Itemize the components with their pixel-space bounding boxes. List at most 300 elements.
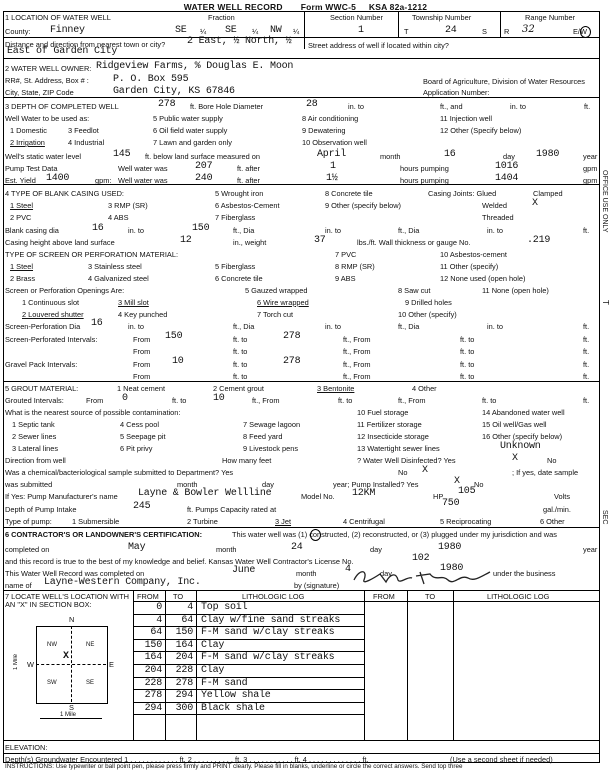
divider [500, 11, 501, 38]
grouted-label: Grouted Intervals: [5, 396, 64, 405]
office-mark-2: SEC [601, 510, 608, 525]
in-to-label: in. to [487, 226, 504, 235]
log-desc: Clay w/fine sand streaks [201, 614, 341, 626]
casing-height-label: Casing height above land surface [5, 238, 115, 247]
ft-label: ft. [583, 335, 590, 344]
bore-label: ft. Bore Hole Diameter [190, 102, 264, 111]
mile-scale [40, 718, 102, 719]
year-label: year [583, 545, 598, 554]
year-label: year [583, 152, 598, 161]
from-label: From [86, 396, 104, 405]
day-label: day [503, 152, 515, 161]
from-label: From [133, 372, 151, 381]
completed-month: May [128, 542, 146, 553]
township-value: 24 [445, 25, 457, 36]
screen-intervals-label: Screen-Perforated Intervals: [5, 335, 98, 344]
wall-value: .219 [527, 235, 551, 246]
capacity-label: ft. Pumps Capacity rated at [187, 505, 277, 514]
compass-e: E [109, 660, 114, 669]
county-value: Finney [50, 25, 85, 36]
city-value: Garden City, KS 67846 [113, 86, 235, 97]
form-number: Form WWC-5 [300, 2, 357, 12]
grout-2: 2 Cement grout [213, 384, 264, 393]
model-label: Model No. [301, 492, 335, 501]
completed-day: 24 [291, 542, 303, 553]
month-label: month [296, 569, 317, 578]
casing-8: 8 Concrete tile [325, 189, 373, 198]
township-s: S [482, 27, 487, 36]
ft-to-label: ft. to [172, 396, 187, 405]
pump-type-6: 6 Other [540, 517, 565, 526]
range-label: Range Number [525, 13, 576, 22]
log-to: 294 [175, 690, 193, 702]
after-label: ft. after [237, 164, 261, 173]
rule [3, 97, 600, 98]
ft-dia-label: ft., Dia [398, 322, 420, 331]
log-to: 4 [187, 602, 193, 613]
ft-to-label: ft. to [233, 372, 248, 381]
model-value: 12KM [352, 488, 376, 499]
sample-label: Was a chemical/bacteriological sample submitted to Department? Yes [5, 468, 234, 477]
sec4-label: 4 TYPE OF BLANK CASING USED: [5, 189, 124, 198]
contam-1: 1 Septic tank [12, 420, 55, 429]
distance-value: 2 East, ½ North, ½ [187, 36, 292, 47]
log-from: 164 [144, 652, 162, 664]
galmin-label: gal./min. [543, 505, 571, 514]
log-desc: Top soil [201, 602, 248, 613]
ft-from-label: ft., From [343, 372, 371, 381]
section-label: Section Number [330, 13, 383, 22]
quad-sw: SW [47, 680, 57, 686]
grout-3-selected: 3 Bentonite [317, 384, 355, 393]
license-value: 102 [412, 553, 430, 564]
grout-1: 1 Neat cement [117, 384, 166, 393]
casing-height-value: 12 [180, 235, 192, 246]
rule [3, 184, 600, 185]
signature-label: by (signature) [294, 581, 340, 590]
well-location-mark: X [63, 651, 69, 662]
log-desc: Black shale [201, 702, 265, 714]
opening-3-selected: 3 Mill slot [118, 298, 149, 307]
quad-nw: NW [47, 642, 57, 648]
blank-dia-label: Blank casing dia [5, 226, 59, 235]
ww-label: Well water was [118, 164, 168, 173]
opening-6-selected: 6 Wire wrapped [257, 298, 309, 307]
use-11: 11 Injection well [440, 114, 493, 123]
joints-glued: Casing Joints: Glued [428, 189, 497, 198]
sec7-label [5, 593, 130, 609]
yield-value: 1400 [46, 173, 70, 184]
rule [3, 58, 600, 59]
use-5: 5 Public water supply [153, 114, 223, 123]
range-r: R [504, 27, 510, 36]
log-header-to: TO [173, 592, 184, 601]
use-2-selected: 2 Irrigation [10, 138, 45, 147]
log-from: 228 [144, 677, 162, 689]
ft-dia-label: ft., Dia [398, 226, 420, 235]
screen-to-value: 278 [283, 331, 301, 342]
cert-text-2: and this record is true to the best of my knowledge and belief. Kansas Water Well Contractor's License No. [5, 557, 354, 566]
pump-installed-mark: X [454, 476, 460, 487]
sec2-label: 2 WATER WELL OWNER: [5, 64, 92, 73]
log-from: 150 [144, 639, 162, 651]
log-rule [133, 714, 365, 715]
how-many-feet: How many feet [222, 456, 272, 465]
instructions-1: INSTRUCTIONS: Use typewriter or ball point pen, please press firmly and PRINT clearly. Please fill in blanks, underline or circle the correct answers. Send top three [5, 763, 463, 770]
signature-image [350, 566, 500, 588]
ft-to-label: ft. to [460, 360, 475, 369]
grouted-to: 10 [213, 393, 225, 404]
pump-type-1: 1 Submersible [72, 517, 120, 526]
use-10: 10 Observation well [302, 138, 367, 147]
contam-7: 7 Sewage lagoon [243, 420, 301, 429]
section-value: 1 [358, 25, 364, 36]
use-7: 7 Lawn and garden only [153, 138, 232, 147]
ww-value-2: 240 [195, 173, 213, 184]
use-3: 3 Feedlot [68, 126, 99, 135]
casing-2: 2 PVC [10, 213, 32, 222]
after-label-2: ft. after [237, 176, 261, 185]
day-label: day [380, 569, 392, 578]
month-label: month [177, 480, 198, 489]
contam-13: 13 Watertight sewer lines [357, 444, 440, 453]
log-to: 204 [175, 652, 193, 664]
log-header-from-2: FROM [373, 592, 395, 601]
in-to-label: in. to [510, 102, 527, 111]
opening-2-selected: 2 Louvered shutter [22, 310, 84, 319]
contam-5: 5 Seepage pit [120, 432, 166, 441]
mile-label-vertical: 1 Mile [13, 654, 19, 671]
in-to-label: in. to [128, 226, 145, 235]
submitted-label: was submitted [5, 480, 53, 489]
section-box-hline [36, 664, 106, 665]
gravel-to-value: 278 [283, 356, 301, 367]
contam-16: 16 Other (specify below) [482, 432, 563, 441]
use-4: 4 Industrial [68, 138, 105, 147]
manufacturer-value: Layne & Bowler Wellline [138, 488, 272, 499]
day-label: day [370, 545, 382, 554]
screen-11: 11 Other (specify) [440, 262, 499, 271]
blank-dia-ft: 150 [192, 223, 210, 234]
weight-label: in., weight [233, 238, 267, 247]
contam-4: 4 Cess pool [120, 420, 160, 429]
screen-2: 2 Brass [10, 274, 36, 283]
openings-label: Screen or Perforation Openings Are: [5, 286, 125, 295]
ft-from-label: ft., From [398, 396, 426, 405]
screen-dia-value: 16 [91, 318, 103, 329]
month-label: month [216, 545, 237, 554]
cert-text-3: This Water Well Record was completed on [5, 569, 145, 578]
ft-to-label: ft. to [460, 347, 475, 356]
ft-from-label: ft., From [343, 360, 371, 369]
sample-rest: ; If yes, date sample [512, 468, 579, 477]
fraction-2: SE [225, 25, 237, 36]
gravel-from-value: 10 [172, 356, 184, 367]
opening-9: 9 Drilled holes [405, 298, 452, 307]
intake-label: Depth of Pump Intake [5, 505, 77, 514]
divider [407, 590, 408, 740]
weight-value: 37 [314, 235, 326, 246]
log-header-lithology: LITHOLOGIC LOG [242, 592, 305, 601]
gpm-label: gpm [583, 164, 598, 173]
contam-6: 6 Pit privy [120, 444, 153, 453]
rule [3, 590, 600, 591]
sec3-label: 3 DEPTH OF COMPLETED WELL [5, 102, 119, 111]
rule [3, 381, 600, 382]
county-label: County: [5, 27, 31, 36]
compass-s: S [69, 703, 74, 712]
casing-6: 6 Asbestos-Cement [215, 201, 280, 210]
hp-label: HP [433, 492, 444, 501]
fraction-label: Fraction [208, 13, 235, 22]
yield-gpm: gpm: [95, 176, 112, 185]
sample-mark: X [422, 465, 428, 476]
log-desc: F-M sand w/clay streaks [201, 652, 335, 664]
log-header-from: FROM [137, 592, 159, 601]
city-label: City, State, ZIP Code [5, 88, 74, 97]
screen-4: 4 Galvanized steel [88, 274, 149, 283]
opening-1: 1 Continuous slot [22, 298, 80, 307]
from-label: From [133, 347, 151, 356]
log-desc: Clay [201, 665, 225, 676]
contam-2: 2 Sewer lines [12, 432, 57, 441]
log-to: 300 [175, 702, 193, 714]
disinfected-label: ? Water Well Disinfected? Yes [357, 456, 456, 465]
log-from: 294 [144, 702, 162, 714]
ft-label: ft. [583, 347, 590, 356]
second-sheet-note: (Use a second sheet if needed) [450, 755, 553, 764]
pump-type-4: 4 Centrifugal [343, 517, 385, 526]
joints-threaded: Threaded [482, 213, 514, 222]
contam-unknown: Unknown [500, 441, 541, 452]
ft-to-label: ft. to [460, 335, 475, 344]
sec7-label-text: 7 LOCATE WELL'S LOCATION WITH AN "X" IN SECTION BOX: [5, 592, 129, 609]
business-value: Layne-Western Company, Inc. [44, 577, 201, 588]
distance-value-2: East of Garden City [7, 46, 118, 57]
form-title: WATER WELL RECORD [183, 2, 283, 12]
ft-label: ft. [584, 102, 591, 111]
record-month: June [232, 565, 256, 576]
rule [3, 37, 600, 38]
log-from: 278 [144, 690, 162, 702]
quarter-1: ¼ [200, 27, 207, 36]
street-label: Street address of well if located within city? [308, 41, 449, 50]
compass-n: N [69, 615, 75, 624]
record-year: 1980 [440, 563, 464, 574]
opening-8: 8 Saw cut [398, 286, 431, 295]
contam-15: 15 Oil well/Gas well [482, 420, 547, 429]
depth-value: 278 [158, 99, 176, 110]
owner-value: Ridgeview Farms, % Douglas E. Moon [96, 61, 294, 72]
gravel-pack-label: Gravel Pack Intervals: [5, 360, 78, 369]
contam-12: 12 Insecticide storage [357, 432, 429, 441]
log-header-lithology-2: LITHOLOGIC LOG [487, 592, 550, 601]
static-value: 145 [113, 149, 131, 160]
screen-9: 9 ABS [335, 274, 356, 283]
section-box [36, 626, 108, 704]
range-value: 32 [522, 24, 535, 35]
log-to: 228 [175, 665, 193, 676]
hp-value: 105 [458, 486, 476, 497]
ft-to-label: ft. to [233, 347, 248, 356]
sec1-label: 1 LOCATION OF WATER WELL [5, 13, 111, 22]
casing-7: 7 Fiberglass [215, 213, 256, 222]
completed-label: completed on [5, 545, 50, 554]
capacity-value: 750 [442, 498, 460, 509]
pump-installed-label: year; Pump Installed? Yes [333, 480, 419, 489]
log-from: 204 [144, 665, 162, 676]
pump-type-label: Type of pump: [5, 517, 52, 526]
month-label: month [380, 152, 401, 161]
form-statute: KSA 82a-1212 [368, 2, 428, 12]
log-from: 64 [150, 627, 162, 639]
manufacturer-label: If Yes: Pump Manufacturer's name [5, 492, 118, 501]
log-desc: F-M sand w/clay streaks [201, 627, 335, 639]
log-to: 278 [175, 677, 193, 689]
log-from: 4 [156, 614, 162, 626]
log-desc: F-M sand [201, 677, 248, 689]
application-label: Application Number: [423, 88, 490, 97]
compass-w: W [27, 660, 34, 669]
log-desc: Clay [201, 639, 225, 651]
fraction-3: NW [270, 25, 282, 36]
screen-6: 6 Concrete tile [215, 274, 263, 283]
casing-9: 9 Other (specify below) [325, 201, 401, 210]
contam-11: 11 Fertilizer storage [357, 420, 422, 429]
ft-label: ft. [583, 226, 590, 235]
rule [3, 527, 600, 528]
hours-value-2: 1½ [326, 173, 338, 184]
ft-to-label: ft. to [233, 335, 248, 344]
mile-label: 1 Mile [60, 712, 77, 718]
opening-11: 11 None (open hole) [482, 286, 549, 295]
opening-10: 10 Other (specify) [398, 310, 457, 319]
ft-from-label: ft., From [252, 396, 280, 405]
opening-5: 5 Gauzed wrapped [245, 286, 308, 295]
day-label: day [262, 480, 274, 489]
in-to-label: in. to [487, 322, 504, 331]
no-label: No [474, 480, 484, 489]
joints-welded: Welded [482, 201, 507, 210]
ft-to-label: ft. to [482, 396, 497, 405]
gpm-value-1: 1016 [495, 161, 519, 172]
ft-label: ft. [583, 322, 590, 331]
screen-7: 7 PVC [335, 250, 357, 259]
groundwater-depths: Depth(s) Groundwater Encountered 1 . . . . . . . . . . . . ft. 2 . . . . . . . . . . ft. 3 . . . . . . . . . . . ft. 4 . . . . . . . . . . . . . ft. [5, 755, 369, 764]
cert-text-1: This water well was (1) constructed, (2) reconstructed, or (3) plugged under my jurisdiction and was [232, 530, 557, 539]
in-to-label: in. to [325, 322, 342, 331]
log-header-to-2: TO [425, 592, 436, 601]
contam-8: 8 Feed yard [243, 432, 283, 441]
completed-year: 1980 [438, 542, 462, 553]
ft-to-label: ft. to [233, 360, 248, 369]
record-day: 4 [345, 564, 351, 575]
under-label: under the business [493, 569, 556, 578]
grouted-from: 0 [122, 393, 128, 404]
use-1: 1 Domestic [10, 126, 47, 135]
ft-to-label: ft. to [460, 372, 475, 381]
ft-label: ft. [583, 372, 590, 381]
screen-from-value: 150 [165, 331, 183, 342]
contamination-label: What is the nearest source of possible contamination: [5, 408, 181, 417]
blank-dia-value: 16 [92, 223, 104, 234]
gpm-label-2: gpm [583, 176, 598, 185]
use-6: 6 Oil field water supply [153, 126, 228, 135]
from-label: From [133, 335, 151, 344]
divider [453, 590, 454, 740]
fraction-1: SE [175, 25, 187, 36]
contam-14: 14 Abandoned water well [482, 408, 565, 417]
casing-3: 3 RMP (SR) [108, 201, 148, 210]
use-label: Well Water to be used as: [5, 114, 90, 123]
quad-ne: NE [86, 642, 95, 648]
casing-4: 4 ABS [108, 213, 129, 222]
rr-label: RR#, St. Address, Box # : [5, 76, 89, 85]
static-label: Well's static water level [5, 152, 82, 161]
static-month: April [317, 149, 347, 160]
static-rest: ft. below land surface measured on [145, 152, 261, 161]
screen-10: 10 Asbestos-cement [440, 250, 507, 259]
welded-mark: X [532, 198, 538, 209]
divider [196, 590, 197, 740]
pump-test-label: Pump Test Data [5, 164, 58, 173]
grout-4: 4 Other [412, 384, 437, 393]
use-8: 8 Air conditioning [302, 114, 359, 123]
pump-type-3-selected: 3 Jet [275, 517, 292, 526]
office-use-label: OFFICE USE ONLY [601, 170, 608, 233]
divider [398, 11, 399, 38]
opening-4: 4 Key punched [118, 310, 168, 319]
in-to-label: in. to [325, 226, 342, 235]
hours-label-2: hours pumping [400, 176, 449, 185]
name-of-label: name of [5, 581, 32, 590]
in-to-label: in. to [128, 322, 145, 331]
in-to-label: in. to [348, 102, 365, 111]
no-label: No [547, 456, 557, 465]
township-t: T [404, 27, 409, 36]
quarter-3: ¼ [293, 27, 300, 36]
pump-type-2: 2 Turbine [187, 517, 218, 526]
elevation-label: ELEVATION: [5, 743, 48, 752]
log-to: 64 [181, 614, 193, 626]
office-mark: T [601, 300, 610, 305]
screen-12: 12 None used (open hole) [440, 274, 526, 283]
quad-se: SE [86, 680, 95, 686]
log-to: 164 [175, 639, 193, 651]
screen-5: 5 Fiberglass [215, 262, 256, 271]
log-desc: Yellow shale [201, 690, 271, 702]
static-year: 1980 [536, 149, 560, 160]
log-from: 0 [156, 602, 162, 613]
ft-from-label: ft., From [343, 347, 371, 356]
wall-label: lbs./ft. Wall thickness or gauge No. [357, 238, 471, 247]
no-label: No [398, 468, 408, 477]
ft-label: ft. [583, 396, 590, 405]
constructed-circle [310, 529, 321, 541]
rule [3, 740, 600, 741]
gpm-value-2: 1404 [495, 173, 519, 184]
casing-1-selected: 1 Steel [10, 201, 34, 210]
sec6-label: 6 CONTRACTOR'S OR LANDOWNER'S CERTIFICATION: [5, 530, 203, 539]
range-ew: E/W [573, 27, 587, 36]
contam-9: 9 Livestock pens [243, 444, 299, 453]
ft-from-label: ft., From [343, 335, 371, 344]
rule [3, 753, 600, 754]
intake-value: 245 [133, 501, 151, 512]
ww-value-1: 207 [195, 161, 213, 172]
ww-label-2: Well water was [118, 176, 168, 185]
disinfected-mark: X [512, 453, 518, 464]
